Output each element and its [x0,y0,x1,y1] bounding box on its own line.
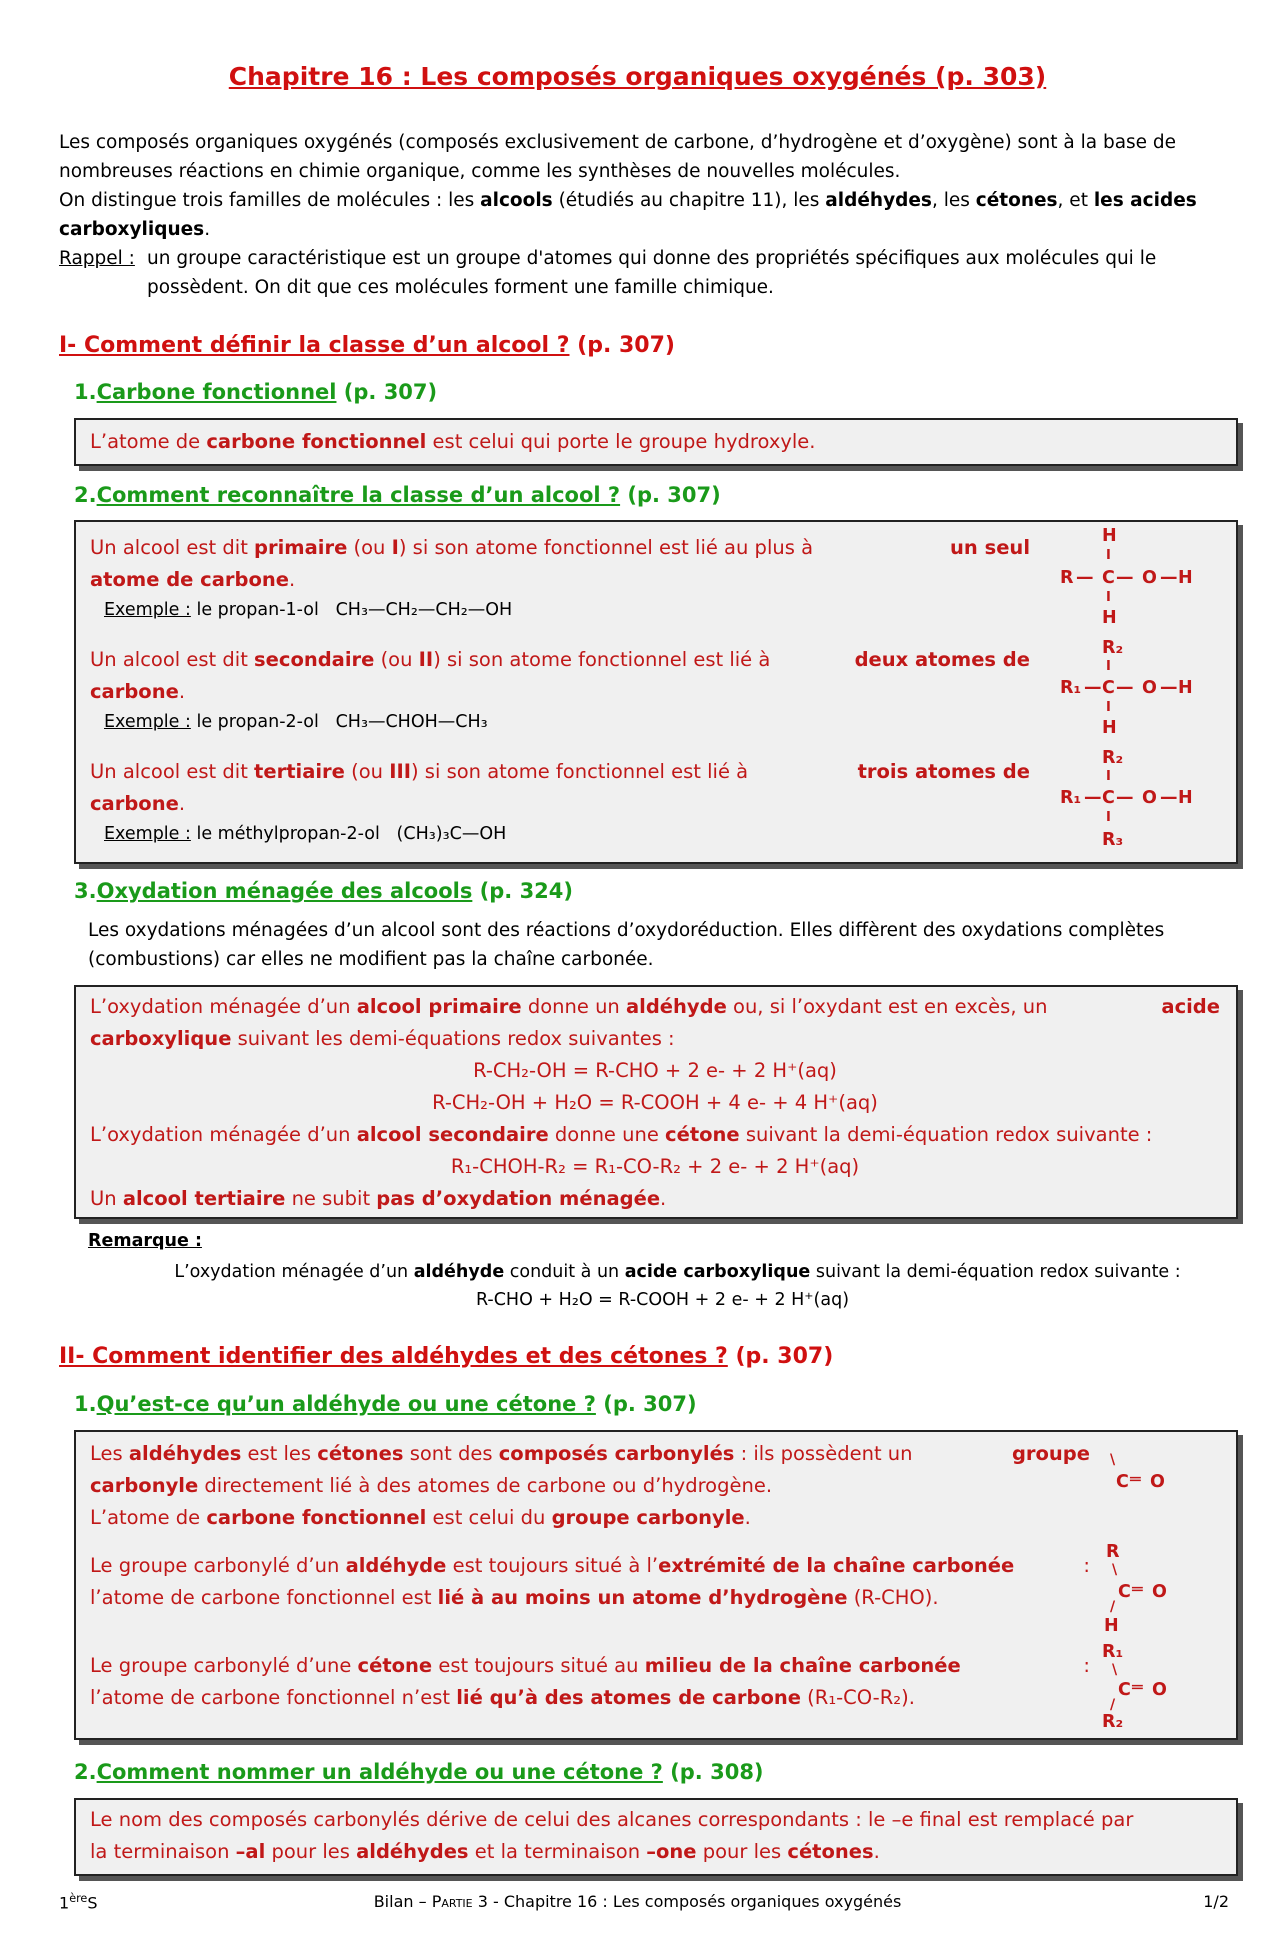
page-title: Chapitre 16 : Les composés organiques oxygénés (p. 303) [228,62,1047,91]
footer-class: 1èreS [59,1892,98,1913]
section-2-heading: II- Comment identifier des aldéhydes et des cétones ? (p. 307) [59,1344,834,1369]
equation-3: R₁-CHOH-R₂ = R₁-CO-R₂ + 2 e- + 2 H⁺(aq) [450,1155,860,1178]
section-1-heading: I- Comment définir la classe d’un alcool ? (p. 307) [59,333,675,358]
remarque-label: Remarque : [88,1231,202,1251]
intro-paragraph: Les composés organiques oxygénés (composés exclusivement de carbone, d’hydrogène et d’oxygène) sont à la base de nombreuses réactions en chimie organique, comme les synthèses de nouvelles molécules. On distingue trois familles de molécules : les alcools (étudiés au chapitre 11), les aldéhydes, les cétones, et les acides carboxyliques. Rappel : un groupe caractéristique est un groupe d'atomes qui donne des propriétés spécifiques aux molécules qui le possèdent. On dit que ces molécules forment une famille chimique. [59,132,1197,298]
alcohol-class-box: Un alcool est dit primaire (ou I) si son atome fonctionnel est lié au plus à un seul atome de carbone. Exemple : le propan-1-ol CH₃—CH₂—CH₂—OH Un alcool est dit secondaire (ou II) si son atome fonctionnel est lié à deux atomes de carbone. Exemple : le propan-2-ol CH₃—CHOH—CH₃ Un alcool est dit tertiaire (ou III) si son atome fonctionnel est lié à trois atomes de carbone. Exemple : le méthylpropan-2-ol (CH₃)₃C—OH H I R — C — O — H I H R₂ I R₁ — C — O — H I H R₂ I R₁ — C — O — H I R₃ [74,520,1238,864]
page-number: 1/2 [1203,1892,1229,1911]
subsection-2-2-heading: 2.Comment nommer un aldéhyde ou une cétone ? (p. 308) [74,1760,764,1784]
subsection-2-1-heading: 1.Qu’est-ce qu’un aldéhyde ou une cétone ? (p. 307) [74,1392,697,1416]
equation-1: R-CH₂-OH = R-CHO + 2 e- + 2 H⁺(aq) [473,1059,837,1082]
definition-box-carbone: L’atome de carbone fonctionnel est celui qui porte le groupe hydroxyle. [74,418,1238,466]
equation-4: R-CHO + H₂O = R-COOH + 2 e- + 2 H⁺(aq) [475,1290,850,1310]
oxidation-box: L’oxydation ménagée d’un alcool primaire donne un aldéhyde ou, si l’oxydant est en excès, un acide carboxylique suivant les demi-équations redox suivantes : R-CH₂-OH = R-CHO + 2 e- + 2 H⁺(aq) R-CH₂-OH + H₂O = R-COOH + 4 e- + 4 H⁺(aq) L’oxydation ménagée d’un alcool secondaire donne une cétone suivant la demi-équation redox suivante : R₁-CHOH-R₂ = R₁-CO-R₂ + 2 e- + 2 H⁺(aq) Un alcool tertiaire ne subit pas d’oxydation ménagée. [74,985,1238,1219]
subsection-1-3-heading: 3.Oxydation ménagée des alcools (p. 324) [74,879,574,903]
remarque-text: L’oxydation ménagée d’un aldéhyde conduit à un acide carboxylique suivant la demi-équation redox suivante : R-CHO + H₂O = R-COOH + 2 e- + 2 H⁺(aq) [0,1258,1275,1314]
footer-title: Bilan – Partie 3 - Chapitre 16 : Les composés organiques oxygénés [373,1892,902,1911]
rappel-label: Rappel : [59,248,135,269]
equation-2: R-CH₂-OH + H₂O = R-COOH + 4 e- + 4 H⁺(aq) [432,1091,878,1114]
carbonyl-structures: \ C ═ O R \ C ═ O / H R₁ \ C ═ O / R₂ [1102,1452,1167,1732]
alcohol-structures: H I R — C — O — H I H R₂ I R₁ — C — O — H I H R₂ I R₁ — C — O — H I R₃ [1060,526,1193,850]
subsection-1-2-heading: 2.Comment reconnaître la classe d’un alcool ? (p. 307) [74,483,721,507]
naming-box: Le nom des composés carbonylés dérive de celui des alcanes correspondants : le –e final est remplacé par la terminaison –al pour les aldéhydes et la terminaison –one pour les cétones. [74,1798,1238,1876]
subsection-1-1-heading: 1.Carbone fonctionnel (p. 307) [74,380,438,404]
carbonyl-box: Les aldéhydes est les cétones sont des composés carbonylés : ils possèdent un groupe carbonyle directement lié à des atomes de carbone ou d’hydrogène. L’atome de carbone fonctionnel est celui du groupe carbonyle. Le groupe carbonylé d’un aldéhyde est toujours situé à l’extrémité de la chaîne carbonée : l’atome de carbone fonctionnel est lié à au moins un atome d’hydrogène (R-CHO). Le groupe carbonylé d’une cétone est toujours situé au milieu de la chaîne carbonée : l’atome de carbone fonctionnel n’est lié qu’à des atomes de carbone (R₁-CO-R₂). \ C ═ O R \ C ═ O / H R₁ \ C ═ O / R₂ [74,1430,1238,1740]
oxidation-intro: Les oxydations ménagées d’un alcool sont des réactions d’oxydoréduction. Elles diffèrent des oxydations complètes (combustions) car elles ne modifient pas la chaîne carbonée. [88,920,1165,970]
